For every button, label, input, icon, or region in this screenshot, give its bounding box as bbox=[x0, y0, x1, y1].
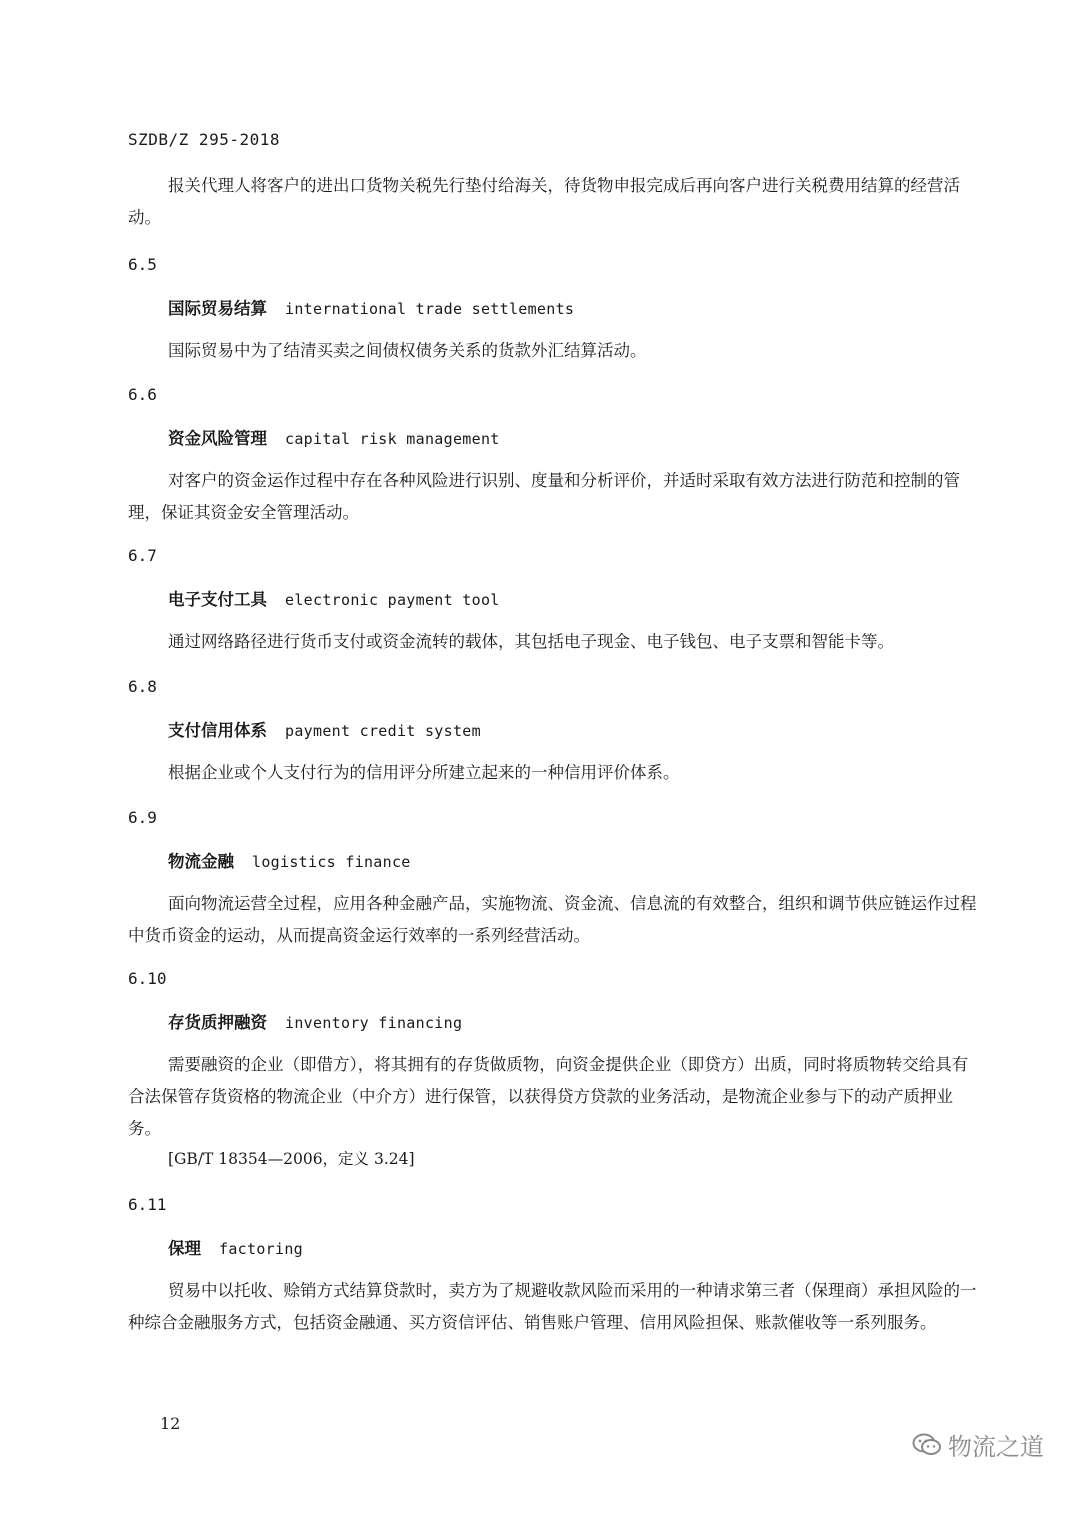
watermark bbox=[912, 1427, 1044, 1462]
term-chinese: 电子支付工具 bbox=[168, 590, 267, 609]
term-line bbox=[128, 1237, 980, 1261]
term-definition: 面向物流运营全过程，应用各种金融产品，实施物流、资金流、信息流的有效整合，组织和调节供应链运作过程中货币资金的运动，从而提高资金运行效率的一系列经营活动。 bbox=[128, 894, 977, 945]
section-6-6 bbox=[128, 383, 980, 529]
section-number: 6.11 bbox=[128, 1195, 167, 1214]
term-chinese: 国际贸易结算 bbox=[168, 299, 267, 318]
term-line bbox=[128, 1011, 980, 1035]
term-definition: 国际贸易中为了结清买卖之间债权债务关系的货款外汇结算活动。 bbox=[168, 341, 647, 360]
term-english: logistics finance bbox=[252, 853, 411, 871]
term-chinese: 支付信用体系 bbox=[168, 721, 267, 740]
term-line bbox=[128, 719, 980, 743]
term-line bbox=[128, 297, 980, 321]
term-english: electronic payment tool bbox=[285, 591, 500, 609]
term-line bbox=[128, 588, 980, 612]
page-number: 12 bbox=[160, 1414, 181, 1433]
document-code: SZDB/Z 295-2018 bbox=[128, 130, 280, 149]
term-chinese: 存货质押融资 bbox=[168, 1013, 267, 1032]
section-number: 6.7 bbox=[128, 546, 157, 565]
term-definition: 通过网络路径进行货币支付或资金流转的载体，其包括电子现金、电子钱包、电子支票和智能卡等。 bbox=[168, 632, 894, 651]
section-number: 6.9 bbox=[128, 808, 157, 827]
term-english: payment credit system bbox=[285, 722, 481, 740]
section-6-7 bbox=[128, 544, 980, 658]
term-chinese: 物流金融 bbox=[168, 852, 234, 871]
section-6-11 bbox=[128, 1193, 980, 1339]
term-definition: 贸易中以托收、赊销方式结算贷款时，卖方为了规避收款风险而采用的一种请求第三者（保理商）承担风险的一种综合金融服务方式，包括资金融通、买方资信评估、销售账户管理、信用风险担保、账款催收等一系列服务。 bbox=[128, 1281, 977, 1332]
term-english: international trade settlements bbox=[285, 300, 575, 318]
term-definition: 对客户的资金运作过程中存在各种风险进行识别、度量和分析评价，并适时采取有效方法进行防范和控制的管理，保证其资金安全管理活动。 bbox=[128, 471, 960, 522]
watermark-text: 物流之道 bbox=[948, 1433, 1044, 1461]
section-number: 6.10 bbox=[128, 969, 167, 988]
section-number: 6.5 bbox=[128, 255, 157, 274]
term-definition: 根据企业或个人支付行为的信用评分所建立起来的一种信用评价体系。 bbox=[168, 763, 680, 782]
section-6-8 bbox=[128, 675, 980, 789]
term-english: capital risk management bbox=[285, 430, 500, 448]
section-6-9 bbox=[128, 806, 980, 952]
term-chinese: 资金风险管理 bbox=[168, 429, 267, 448]
lead-paragraph: 报关代理人将客户的进出口货物关税先行垫付给海关，待货物申报完成后再向客户进行关税费用结算的经营活动。 bbox=[128, 176, 960, 227]
section-number: 6.6 bbox=[128, 385, 157, 404]
term-line bbox=[128, 427, 980, 451]
term-source-reference: [GB/T 18354—2006，定义 3.24] bbox=[168, 1150, 415, 1168]
term-chinese: 保理 bbox=[168, 1239, 201, 1258]
section-6-5 bbox=[128, 253, 980, 367]
term-line bbox=[128, 850, 980, 874]
term-english: inventory financing bbox=[285, 1014, 463, 1032]
wechat-icon bbox=[912, 1432, 942, 1458]
section-6-10 bbox=[128, 967, 980, 1173]
section-number: 6.8 bbox=[128, 677, 157, 696]
term-definition: 需要融资的企业（即借方），将其拥有的存货做质物，向资金提供企业（即贷方）出质，同时将质物转交给具有合法保管存货资格的物流企业（中介方）进行保管，以获得贷方贷款的业务活动，是物流企业参与下的动产质押业务。 bbox=[128, 1055, 969, 1138]
term-english: factoring bbox=[219, 1240, 303, 1258]
